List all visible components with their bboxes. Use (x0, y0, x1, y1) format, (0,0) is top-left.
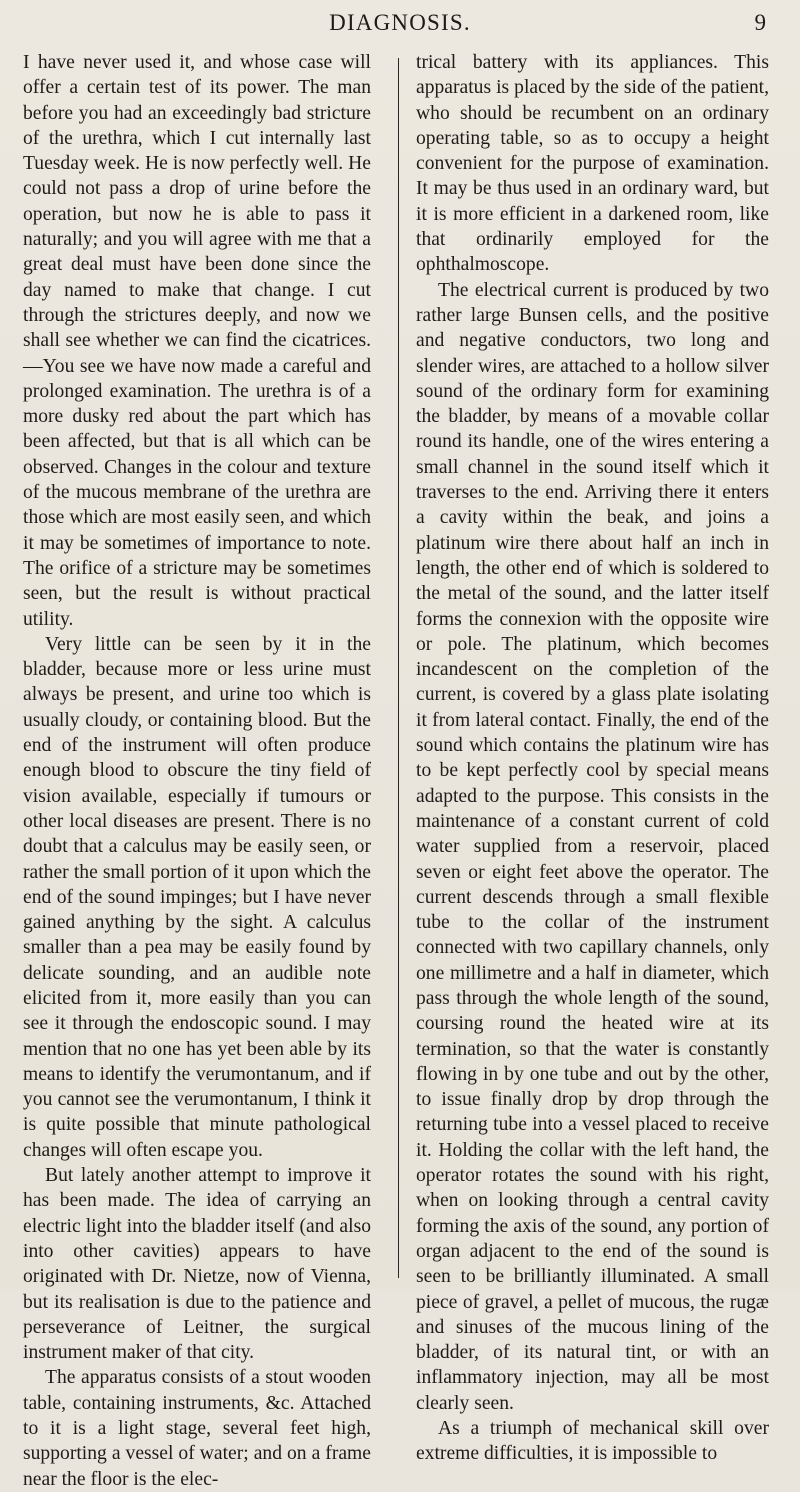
paragraph: As a triumph of mechanical skill over extreme difficulties, it is impossible to (416, 1418, 769, 1465)
paragraph: trical battery with its appliances. This apparatus is placed by the side of the patient, who should be recumbent on an ordinary operating table, so as to occupy a height convenient for the purpose of examination. It may be thus used in an ordinary ward, but it is more efficient in a darkened room, like that ordinarily employed for the ophthalmoscope. (416, 52, 769, 276)
running-title: DIAGNOSIS. (329, 10, 471, 35)
paragraph: I have never used it, and whose case will offer a certain test of its power. The man before you had an exceedingly bad stricture of the urethra, which I cut internally last Tuesday week. He is now perfectly well. He could not pass a drop of urine before the operation, but now he is able to pass it naturally; and you will agree with me that a great deal must have been done since the day named to make that change. I cut through the strictures deeply, and now we shall see whether we can find the cicatrices.—You see we have now made a careful and prolonged examination. The urethra is of a more dusky red about the part which has been affected, but that is all which can be observed. Changes in the colour and texture of the mucous membrane of the urethra are those which are most easily seen, and which it may be sometimes of importance to note. The orifice of a stricture may be sometimes seen, but the result is without practical utility. (23, 52, 371, 630)
paragraph: But lately another attempt to improve it has been made. The idea of carrying an electric light into the bladder itself (and also into other cavities) appears to have originated with Dr. Nietze, now of Vienna, but its realisation is due to the patience and perseverance of Leitner, the surgical instrument maker of that city. (23, 1165, 371, 1364)
left-column (23, 50, 371, 1492)
paragraph: Very little can be seen by it in the bladder, because more or less urine must always be present, and urine too which is usually cloudy, or containing blood. But the end of the instrument will often produce enough blood to obscure the tiny field of vision available, especially if tumours or other local diseases are present. There is no doubt that a calculus may be easily seen, or rather the small portion of it upon which the end of the sound impinges; but I have never gained anything by the sight. A calculus smaller than a pea may be easily found by delicate sounding, and an audible note elicited from it, more easily than you can see it through the endoscopic sound. I may mention that no one has yet been able by its means to identify the verumontanum, and if you cannot see the verumontanum, I think it is quite possible that minute pathological changes will often escape you. (23, 633, 371, 1161)
column-divider (398, 58, 399, 1278)
paragraph: The apparatus consists of a stout wooden table, containing instruments, &c. Attached to it is a light stage, several feet high, supporting a vessel of water; and on a frame near the floor is the elec- (23, 1367, 371, 1490)
right-column (416, 50, 769, 1467)
page-number: 9 (754, 10, 766, 35)
paragraph: The electrical current is produced by two rather large Bunsen cells, and the positive and negative conductors, two long and slender wires, are attached to a hollow silver sound of the ordinary form for examining the bladder, by means of a movable collar round its handle, one of the wires entering a small channel in the sound itself which it traverses to the end. Arriving there it enters a cavity within the beak, and joins a platinum wire there about half an inch in length, the other end of which is soldered to the metal of the sound, and the latter itself forms the connexion with the opposite wire or pole. The platinum, which becomes incandescent on the completion of the current, is covered by a glass plate isolating it from lateral contact. Finally, the end of the sound which contains the platinum wire has to be kept perfectly cool by special means adapted to the purpose. This consists in the maintenance of a constant current of cold water supplied from a reservoir, placed seven or eight feet above the operator. The current descends through a small flexible tube to the collar of the instrument connected with two capillary channels, only one millimetre and a half in diameter, which pass through the whole length of the sound, coursing round the heated wire at its termination, so that the water is constantly flowing in by one tube and out by the other, to issue finally drop by drop through the returning tube into a vessel placed to receive it. Holding the collar with the left hand, the operator rotates the sound with his right, when on looking through a central cavity forming the axis of the sound, any portion of organ adjacent to the end of the sound is seen to be brilliantly illuminated. A small piece of gravel, a pellet of mucous, the rugæ and sinuses of the mucous lining of the bladder, of its natural tint, or with an inflammatory injection, may all be most clearly seen. (416, 279, 769, 1414)
running-head (0, 10, 800, 44)
